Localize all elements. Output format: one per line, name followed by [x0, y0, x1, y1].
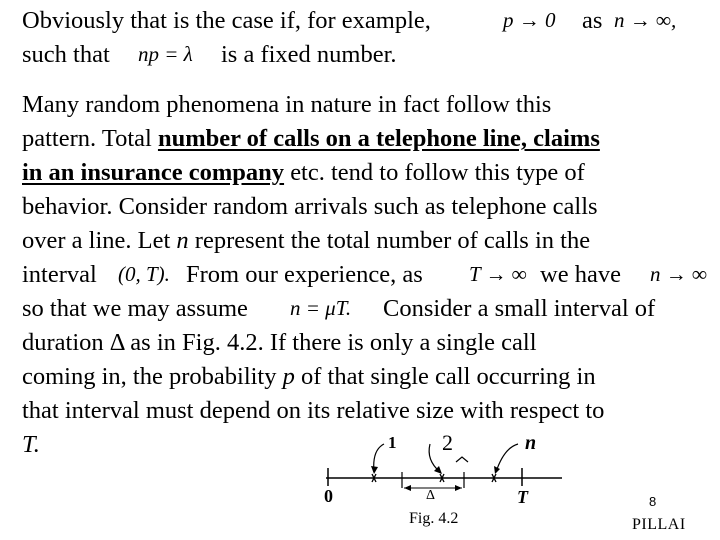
intro-as — [582, 4, 602, 38]
para-underlined-2: in an insurance company — [22, 159, 285, 186]
para-line-9 — [22, 360, 596, 394]
para-line-4 — [22, 190, 598, 224]
intro-line-1 — [22, 4, 431, 38]
para-line-11 — [22, 428, 40, 462]
figure-timeline — [322, 430, 572, 520]
math-T-to-infinity: T → ∞ — [469, 262, 527, 286]
fig-label-delta: Δ — [426, 488, 436, 503]
fig-label-1: 1 — [388, 433, 397, 452]
intro-line-2 — [22, 38, 110, 72]
para-text-10: that interval must depend on its relative size with respect to — [22, 397, 605, 424]
fig-label-2: 2 — [442, 430, 453, 455]
math-p-to-zero: p → 0 — [503, 8, 556, 32]
para-text-4: behavior. Consider random arrivals such as telephone calls — [22, 193, 598, 220]
para-line-6c — [540, 258, 621, 292]
intro-line-2-rest — [221, 38, 397, 72]
para-line-6b — [186, 258, 423, 292]
para-text-9a: coming in, the probability — [22, 363, 283, 390]
para-text-7a: so that we may assume — [22, 295, 248, 322]
page-number: 8 — [649, 494, 657, 509]
hat-mark — [456, 457, 468, 462]
delta-arrowhead-right — [455, 485, 462, 491]
para-var-p: p — [282, 363, 295, 390]
para-text-9b: of that single call occurring in — [294, 363, 596, 390]
para-text-2a: pattern. Total — [22, 125, 158, 152]
para-line-8 — [22, 326, 537, 360]
para-text-5b: represent the total number of calls in the — [188, 227, 591, 254]
para-text-7b: Consider a small interval of — [383, 295, 656, 322]
fig-label-n: n — [525, 432, 537, 454]
fig-label-0: 0 — [324, 486, 333, 506]
pointer-arrowhead-n — [494, 466, 500, 474]
intro-text-1: Obviously that is the case if, for example, — [22, 7, 431, 34]
intro-as-text: as — [582, 7, 603, 34]
author-footer: PILLAI — [632, 516, 686, 533]
math-n-to-infinity-2: n → ∞ — [650, 262, 707, 286]
figure-caption: Fig. 4.2 — [409, 510, 459, 527]
fig-label-T: T — [517, 487, 528, 507]
pointer-arrowhead-1 — [371, 466, 378, 474]
para-line-2 — [22, 122, 600, 156]
para-line-6a — [22, 258, 97, 292]
math-np-lambda: np = λ — [138, 42, 193, 66]
intro-text-2: such that — [22, 41, 110, 68]
delta-arrowhead-left — [404, 485, 411, 491]
para-line-7a — [22, 292, 248, 326]
para-var-T: T. — [22, 431, 40, 458]
para-line-1 — [22, 88, 551, 122]
intro-text-2-rest: is a fixed number. — [221, 41, 397, 68]
para-text-5a: over a line. Let — [22, 227, 177, 254]
para-text-1: Many random phenomena in nature in fact follow this — [22, 91, 552, 118]
para-text-6c: we have — [540, 261, 621, 288]
para-text-6b: From our experience, as — [186, 261, 423, 288]
para-text-6a: interval — [22, 261, 97, 288]
para-underlined-1: number of calls on a telephone line, claims — [157, 125, 600, 152]
para-text-8: duration Δ as in Fig. 4.2. If there is only a single call — [22, 329, 537, 356]
math-n-to-infinity: n → ∞, — [614, 8, 677, 32]
math-interval: (0, T). — [118, 262, 170, 286]
pointer-arrow-n — [496, 444, 518, 472]
para-text-3b: etc. tend to follow this type of — [284, 159, 585, 186]
para-line-3 — [22, 156, 585, 190]
para-var-n: n — [176, 227, 189, 254]
para-line-5 — [22, 224, 590, 258]
para-line-7b — [383, 292, 655, 326]
para-line-10 — [22, 394, 604, 428]
math-n-mu-T: n = μT. — [290, 296, 352, 320]
